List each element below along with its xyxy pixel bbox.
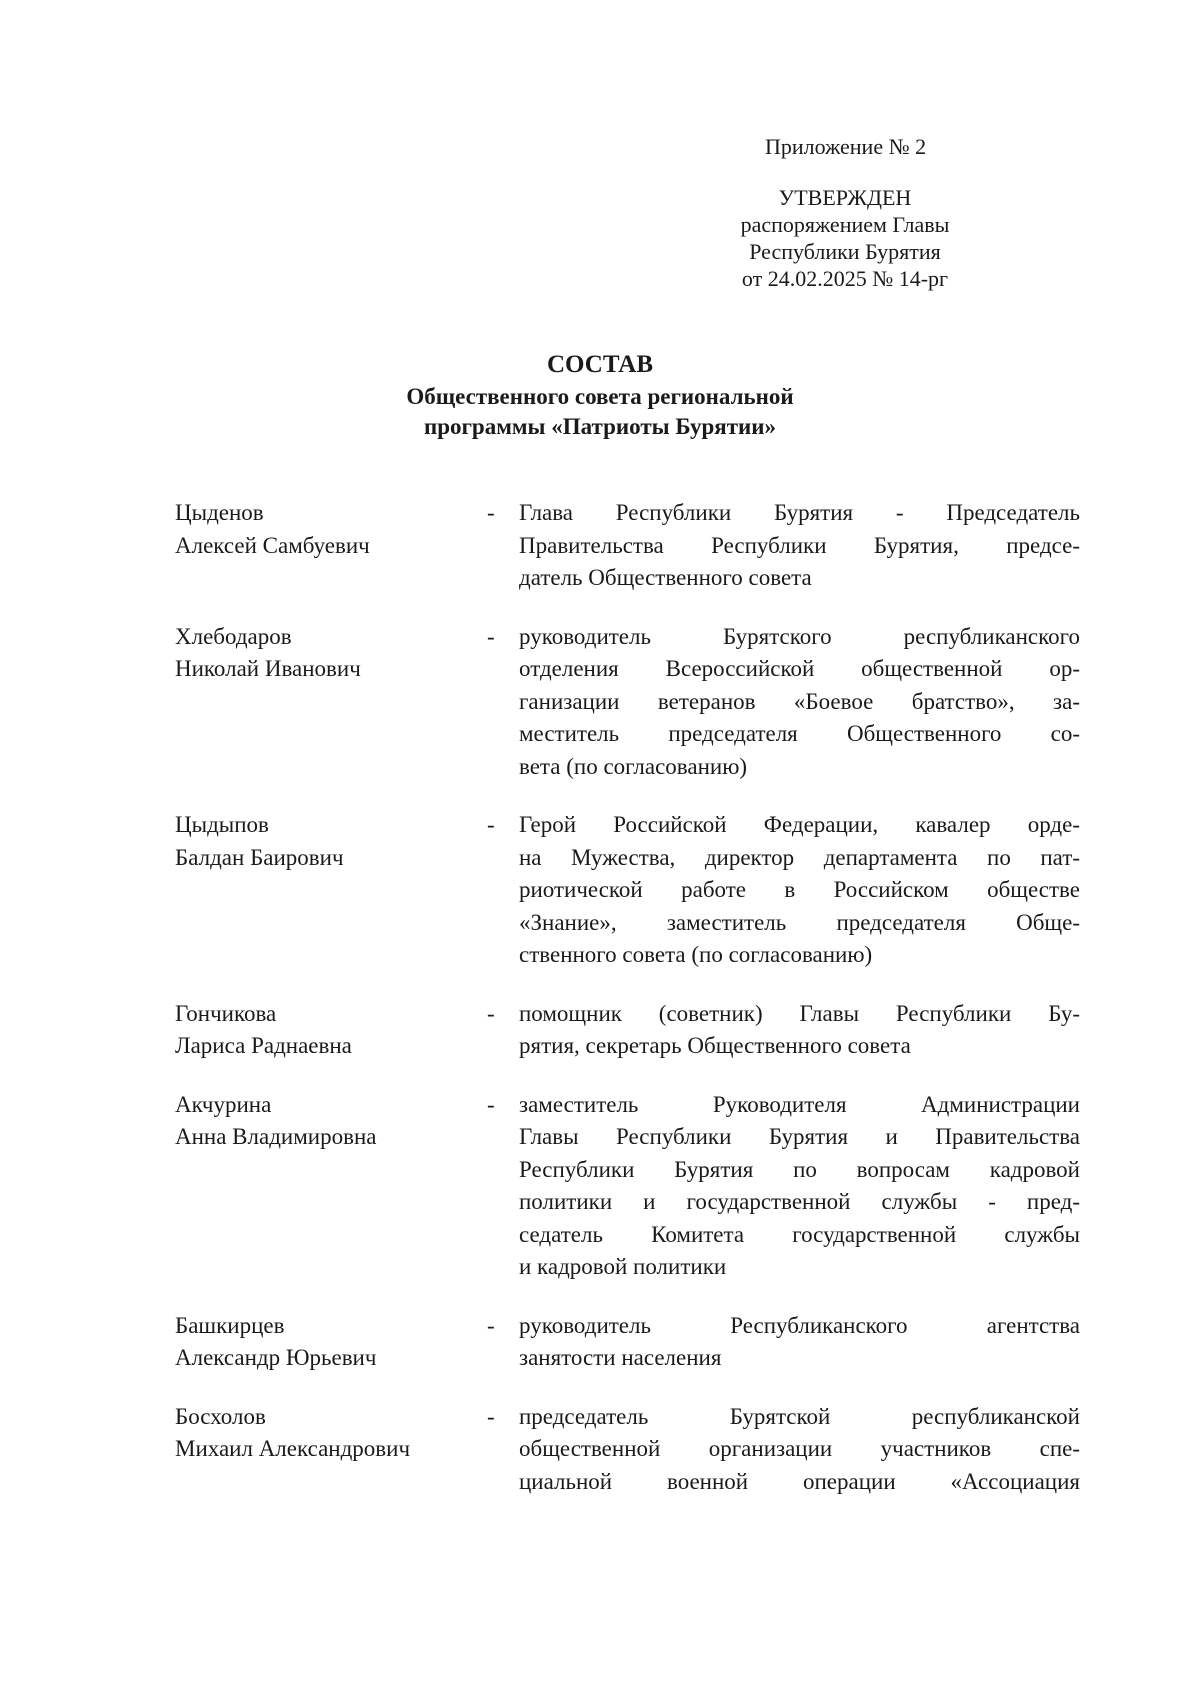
member-surname: Цыдыпов	[175, 812, 269, 837]
member-name	[175, 621, 485, 686]
member-given-names: Алексей Самбуевич	[175, 532, 370, 558]
role-line: Глава Республики Бурятия - Председатель	[519, 500, 1080, 525]
member-entry	[175, 998, 1080, 1063]
member-role	[519, 1401, 1080, 1499]
member-name	[175, 1401, 485, 1466]
member-role	[519, 998, 1080, 1063]
member-given-names: Балдан Баирович	[175, 844, 344, 870]
member-given-names: Лариса Раднаевна	[175, 1033, 352, 1058]
member-role	[519, 497, 1080, 595]
title-line: Общественного совета региональной	[406, 384, 794, 409]
member-surname: Башкирцев	[175, 1312, 285, 1338]
role-line: меститель председателя Общественного со-	[519, 721, 1080, 746]
member-name	[175, 497, 485, 562]
member-entry	[175, 1401, 1080, 1499]
role-line: политики и государственной службы - пред-	[519, 1189, 1080, 1214]
member-entry	[175, 497, 1080, 595]
role-line: «Знание», заместитель председателя Обще-	[519, 909, 1080, 935]
role-line: помощник (советник) Главы Республики Бу-	[519, 1000, 1080, 1026]
document-title	[0, 348, 1200, 442]
approval-line: от 24.02.2025 № 14-рг	[741, 266, 949, 291]
role-line: заместитель Руководителя Администрации	[519, 1091, 1080, 1117]
member-entry	[175, 1310, 1080, 1375]
member-entry	[175, 809, 1080, 972]
role-line: Герой Российской Федерации, кавалер орде-	[519, 812, 1080, 837]
title-main: СОСТАВ	[546, 351, 654, 378]
role-line: занятости населения	[519, 1345, 722, 1370]
members-list	[175, 497, 1080, 1498]
role-line: и кадровой политики	[519, 1254, 727, 1279]
member-surname: Акчурина	[175, 1091, 272, 1117]
role-line: седатель Комитета государственной службы	[519, 1221, 1080, 1247]
member-role	[519, 1310, 1080, 1375]
approval-line: Республики Бурятия	[749, 239, 941, 264]
member-surname: Хлебодаров	[175, 623, 292, 649]
dash-separator: -	[487, 1312, 495, 1338]
appendix-label: Приложение № 2	[765, 134, 927, 159]
approval-line: распоряжением Главы	[740, 212, 950, 237]
member-name	[175, 1089, 485, 1154]
dash-separator: -	[487, 1000, 495, 1026]
dash-separator: -	[487, 623, 495, 649]
member-given-names: Николай Иванович	[175, 656, 361, 681]
role-line: председатель Бурятской республиканской	[519, 1403, 1080, 1429]
member-role	[519, 1089, 1080, 1284]
approval-line: УТВЕРЖДЕН	[778, 185, 912, 210]
role-line: Главы Республики Бурятия и Правительства	[519, 1124, 1080, 1149]
role-line: ственного совета (по согласованию)	[519, 942, 873, 967]
approval-stamp	[720, 184, 970, 292]
member-given-names: Михаил Александрович	[175, 1436, 411, 1461]
member-role	[519, 621, 1080, 784]
role-line: ганизации ветеранов «Боевое братство», за-	[519, 688, 1080, 714]
role-line: вета (по согласованию)	[519, 753, 748, 779]
member-name	[175, 1310, 485, 1375]
member-name	[175, 998, 485, 1063]
role-line: Правительства Республики Бурятия, предсе-	[519, 532, 1080, 558]
role-line: рятия, секретарь Общественного совета	[519, 1033, 911, 1058]
member-entry	[175, 1089, 1080, 1284]
role-line: Республики Бурятия по вопросам кадровой	[519, 1156, 1080, 1182]
title-line: программы «Патриоты Бурятии»	[423, 414, 777, 439]
dash-separator: -	[487, 812, 495, 837]
role-line: руководитель Республиканского агентства	[519, 1312, 1080, 1338]
member-entry	[175, 621, 1080, 784]
role-line: общественной организации участников спе-	[519, 1436, 1080, 1461]
dash-separator: -	[487, 1091, 495, 1117]
dash-separator: -	[487, 500, 495, 525]
member-given-names: Анна Владимировна	[175, 1124, 377, 1149]
member-surname: Гончикова	[175, 1000, 277, 1026]
member-name	[175, 809, 485, 874]
role-line: отделения Всероссийской общественной ор-	[519, 656, 1080, 681]
role-line: руководитель Бурятского республиканского	[519, 623, 1080, 649]
role-line: на Мужества, директор департамента по пат-	[519, 844, 1080, 870]
member-given-names: Александр Юрьевич	[175, 1345, 377, 1370]
role-line: риотической работе в Российском обществе	[519, 877, 1080, 902]
role-line: датель Общественного совета	[519, 565, 812, 590]
member-surname: Цыденов	[175, 500, 264, 525]
member-surname: Босхолов	[175, 1403, 266, 1429]
dash-separator: -	[487, 1403, 495, 1429]
member-role	[519, 809, 1080, 972]
role-line: циальной военной операции «Ассоциация	[519, 1468, 1080, 1494]
